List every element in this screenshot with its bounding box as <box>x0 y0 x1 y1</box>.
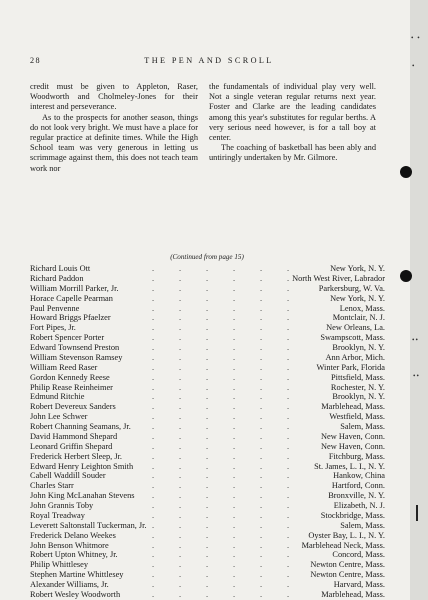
student-name: Edward Townsend Preston <box>30 343 120 352</box>
student-name: Frederick Herbert Sleep, Jr. <box>30 451 122 461</box>
student-name: Robert Upton Whitney, Jr. <box>30 550 118 560</box>
roster-row <box>30 402 385 412</box>
student-hometown: North West River, Labrador <box>292 273 385 283</box>
roster-row <box>30 550 385 560</box>
binding-hole <box>400 166 412 178</box>
student-name: Philip Rease Reinheimer <box>30 382 113 392</box>
dot-leader: . . . . . . <box>152 530 290 540</box>
roster-row <box>30 590 385 600</box>
student-name: William Reed Raser <box>30 362 98 372</box>
dot-leader: . . . . . . <box>152 570 290 580</box>
roster-row <box>30 471 385 481</box>
student-name: Paul Penvenne <box>30 303 80 313</box>
dot-leader: . . . . . . <box>152 264 290 273</box>
roster-row <box>30 304 385 314</box>
dot-leader: . . . . . . <box>152 471 290 481</box>
student-hometown: Ann Arbor, Mich. <box>325 352 385 362</box>
roster-row <box>30 333 385 343</box>
roster-row <box>30 570 385 580</box>
student-name: John Grannis Toby <box>30 501 94 510</box>
dot-leader: . . . . . . <box>152 431 290 441</box>
roster-row <box>30 323 385 333</box>
roster-row <box>30 383 385 393</box>
dot-leader: . . . . . . <box>152 560 290 570</box>
dot-leader: . . . . . . <box>152 510 290 520</box>
student-name: Cabell Waddill Souder <box>30 471 106 481</box>
student-hometown: Parkersburg, W. Va. <box>318 283 385 293</box>
paragraph: credit must be given to Appleton, Raser, Woodworth and Cholmeley-Jones for their interest and perseverance. <box>30 82 198 112</box>
student-name: Richard Paddon <box>30 273 84 283</box>
student-hometown: Fitchburg, Mass. <box>328 451 385 461</box>
student-roster <box>30 264 385 600</box>
dot-leader: . . . . . . <box>152 293 290 303</box>
student-hometown: Harvard, Mass. <box>333 580 385 589</box>
student-hometown: New York, N. Y. <box>330 293 385 303</box>
dot-leader: . . . . . . <box>152 402 290 412</box>
paragraph: The coaching of basketball has been ably and untiringly undertaken by Mr. Gilmore. <box>209 143 376 163</box>
binding-hole <box>400 270 412 282</box>
dot-leader: . . . . . . <box>152 550 290 560</box>
roster-row <box>30 481 385 491</box>
student-hometown: Elizabeth, N. J. <box>333 501 385 510</box>
dot-leader: . . . . . . <box>152 362 290 372</box>
student-name: David Hammond Shepard <box>30 431 118 441</box>
roster-row <box>30 353 385 363</box>
dot-leader: . . . . . . <box>152 283 290 293</box>
journal-title: THE PEN AND SCROLL <box>144 56 274 65</box>
student-name: Edmund Ritchie <box>30 392 85 402</box>
student-hometown: Salem, Mass. <box>340 520 385 530</box>
student-name: Robert Spencer Porter <box>30 333 105 343</box>
roster-row <box>30 541 385 551</box>
student-name: Gordon Kennedy Reese <box>30 372 110 382</box>
dot-leader: . . . . . . <box>152 303 290 313</box>
student-hometown: Stockbridge, Mass. <box>320 510 385 520</box>
student-hometown: New Haven, Conn. <box>321 431 385 441</box>
student-hometown: Westfield, Mass. <box>329 412 385 422</box>
dot-leader: . . . . . . <box>152 412 290 422</box>
student-name: Philip Whittlesey <box>30 560 89 570</box>
student-hometown: Bronxville, N. Y. <box>328 491 385 501</box>
dot-leader: . . . . . . <box>152 491 290 501</box>
dot-leader: . . . . . . <box>152 461 290 471</box>
student-name: Royal Treadway <box>30 510 85 520</box>
student-hometown: Brooklyn, N. Y. <box>332 343 385 352</box>
roster-row <box>30 491 385 501</box>
dot-leader: . . . . . . <box>152 273 290 283</box>
student-hometown: Oyster Bay, L. I., N. Y. <box>308 530 385 540</box>
roster-row <box>30 343 385 353</box>
roster-row <box>30 294 385 304</box>
student-hometown: Hankow, China <box>333 471 385 481</box>
dot-leader: . . . . . . <box>152 520 290 530</box>
student-name: Leonard Griffin Shepard <box>30 441 113 451</box>
student-name: Horace Capelle Pearman <box>30 293 113 303</box>
student-hometown: St. James, L. I., N. Y. <box>314 461 385 471</box>
dot-leader: . . . . . . <box>152 422 290 431</box>
roster-row <box>30 580 385 590</box>
student-hometown: Pittsfield, Mass. <box>330 372 385 382</box>
scan-mark-bar <box>416 505 418 521</box>
roster-row <box>30 521 385 531</box>
student-hometown: Hartford, Conn. <box>331 481 385 491</box>
student-hometown: Salem, Mass. <box>340 422 385 431</box>
dot-leader: . . . . . . <box>152 372 290 382</box>
roster-row <box>30 392 385 402</box>
paragraph: the fundamentals of individual play very well. Not a single veteran regular returns next year. Foster and Clarke are the leading candidates among this year's substitutes for regular berths. A very serious need however, is for a tall boy at center. <box>209 82 376 143</box>
article-column-right <box>209 82 376 164</box>
scan-mark-dot: • <box>412 62 416 70</box>
student-hometown: Rochester, N. Y. <box>330 382 385 392</box>
student-hometown: Marblehead Neck, Mass. <box>301 540 385 550</box>
student-name: Richard Louis Ott <box>30 264 91 273</box>
roster-row <box>30 274 385 284</box>
dot-leader: . . . . . . <box>152 501 290 510</box>
student-hometown: Montclair, N. J. <box>332 313 385 323</box>
student-hometown: Marblehead, Mass. <box>321 589 385 599</box>
dot-leader: . . . . . . <box>152 323 290 333</box>
student-hometown: Lenox, Mass. <box>339 303 385 313</box>
article-column-left <box>30 82 198 174</box>
student-hometown: New Haven, Conn. <box>321 441 385 451</box>
student-name: Stephen Martine Whittlesey <box>30 570 124 580</box>
student-name: John Lee Schwer <box>30 412 88 422</box>
dot-leader: . . . . . . <box>152 580 290 589</box>
student-name: Robert Devereux Sanders <box>30 402 116 412</box>
dot-leader: . . . . . . <box>152 343 290 352</box>
student-hometown: Brooklyn, N. Y. <box>332 392 385 402</box>
student-name: Robert Wesley Woodworth <box>30 589 121 599</box>
dot-leader: . . . . . . <box>152 451 290 461</box>
paragraph: As to the prospects for another season, things do not look very bright. We must have a place for regular practice at definite times. While the High School team was very generous in letting us scrimmage against them, this does not teach team work nor <box>30 112 198 173</box>
student-hometown: Winter Park, Florida <box>316 362 385 372</box>
roster-row <box>30 560 385 570</box>
roster-row <box>30 284 385 294</box>
student-hometown: Swampscott, Mass. <box>320 333 385 343</box>
student-hometown: Marblehead, Mass. <box>321 402 385 412</box>
student-name: John Benson Whitmore <box>30 540 109 550</box>
student-name: William Stevenson Ramsey <box>30 352 123 362</box>
continued-note: (Continued from page 15) <box>170 253 244 261</box>
student-hometown: New York, N. Y. <box>330 264 385 273</box>
roster-row <box>30 511 385 521</box>
student-name: William Morrill Parker, Jr. <box>30 283 119 293</box>
dot-leader: . . . . . . <box>152 540 290 550</box>
dot-leader: . . . . . . <box>152 392 290 402</box>
student-hometown: Newton Centre, Mass. <box>310 560 385 570</box>
dot-leader: . . . . . . <box>152 333 290 343</box>
dot-leader: . . . . . . <box>152 441 290 451</box>
student-name: Howard Briggs Pfaelzer <box>30 313 111 323</box>
student-hometown: New Orleans, La. <box>326 323 385 333</box>
roster-row <box>30 363 385 373</box>
roster-row <box>30 531 385 541</box>
student-name: John King McLanahan Stevens <box>30 491 135 501</box>
roster-row <box>30 432 385 442</box>
roster-row <box>30 264 385 274</box>
student-hometown: Newton Centre, Mass. <box>310 570 385 580</box>
roster-row <box>30 462 385 472</box>
roster-row <box>30 313 385 323</box>
roster-row <box>30 442 385 452</box>
student-name: Leverett Saltonstall Tuckerman, Jr. <box>30 520 147 530</box>
roster-row <box>30 412 385 422</box>
scan-mark-dots: •• <box>412 336 419 344</box>
roster-row <box>30 501 385 511</box>
student-name: Fort Pipes, Jr. <box>30 323 76 333</box>
scan-mark-dots: •• <box>413 372 420 380</box>
dot-leader: . . . . . . <box>152 352 290 362</box>
roster-row <box>30 422 385 432</box>
student-name: Alexander Williams, Jr. <box>30 580 109 589</box>
scan-mark-dots: • • <box>411 34 421 42</box>
student-name: Edward Henry Leighton Smith <box>30 461 134 471</box>
scan-margin <box>410 0 428 600</box>
student-name: Robert Channing Seamans, Jr. <box>30 422 131 431</box>
student-hometown: Concord, Mass. <box>332 550 385 560</box>
page-number: 28 <box>30 56 41 65</box>
roster-row <box>30 452 385 462</box>
dot-leader: . . . . . . <box>152 313 290 323</box>
student-name: Frederick Delano Weekes <box>30 530 116 540</box>
student-name: Charles Starr <box>30 481 74 491</box>
roster-row <box>30 373 385 383</box>
dot-leader: . . . . . . <box>152 382 290 392</box>
dot-leader: . . . . . . <box>152 481 290 491</box>
dot-leader: . . . . . . <box>152 589 290 599</box>
